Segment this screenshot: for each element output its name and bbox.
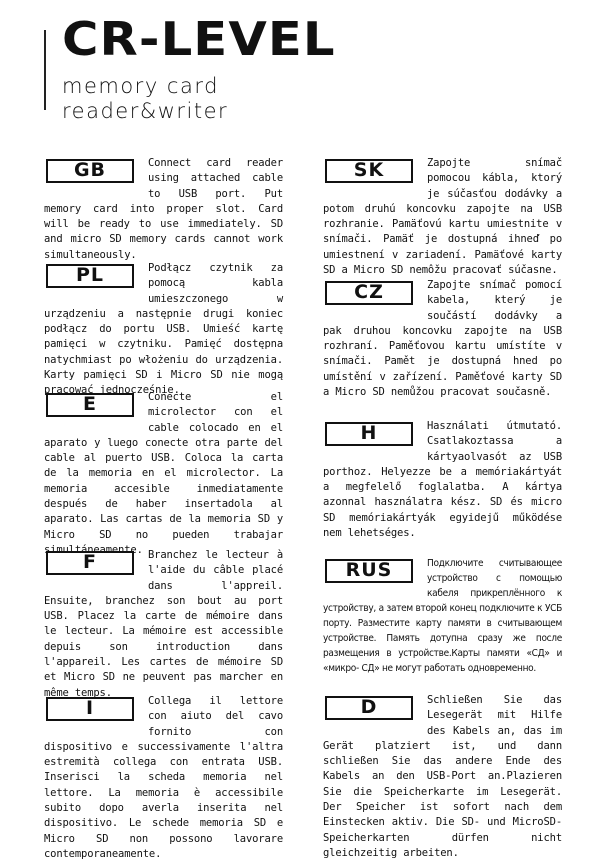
instructions-h: Használati útmutató. Csatlakoztassa a kártyaolvasót az USB porthoz. Helyezze be a memóriakártyát a megfelelő foglalatba. A kártya azonnal használatra kész. SD és micro SD memóriakártyák egyidejű működése nem lehetséges. bbox=[323, 420, 562, 540]
header-vertical-rule bbox=[44, 30, 46, 110]
instructions-sk: Zapojte snímač pomocou kábla, ktorý je súčasťou dodávky a potom druhú koncovku zapojte na USB rozhranie. Pamäťovú kartu umiestnite v snímači. Pamäť je dostupná ihneď po umiestnení v zariadení. Pamäťové karty SD a Micro SD nemôžu pracovať súčasne. bbox=[323, 157, 562, 277]
section-gb bbox=[44, 156, 283, 263]
language-badge-pl: PL bbox=[46, 264, 134, 288]
language-badge-e: E bbox=[46, 393, 134, 417]
instructions-cz: Zapojte snímač pomocí kabela, který je součástí dodávky a pak druhou koncovku zapojte na USB rozhraní. Paměťovou kartu umístíte v snímači. Pamět je dostupná hned po umístění v zařízení. Paměťové karty SD a Micro SD nemůžou pracovat současně. bbox=[323, 279, 562, 399]
language-badge-cz: CZ bbox=[325, 281, 413, 305]
product-subtitle-line1: memory card bbox=[62, 74, 219, 98]
section-sk bbox=[323, 156, 562, 278]
section-d bbox=[323, 693, 562, 861]
section-f bbox=[44, 548, 283, 701]
section-rus bbox=[323, 556, 562, 676]
section-pl bbox=[44, 261, 283, 399]
language-badge-rus: RUS bbox=[325, 559, 413, 583]
section-h bbox=[323, 419, 562, 541]
language-badge-f: F bbox=[46, 551, 134, 575]
section-e bbox=[44, 390, 283, 558]
instructions-rus: Подключите считывающее устройство с помощью кабеля прикреплённого к устройству, а затем второй конец подключите к УСБ порту. Разместите карту памяти в считывающем устройстве. Память дотупна сразу же после размещения в устройстве.Карты памяти «СД» и «микро- СД» не могут работать одновременно. bbox=[323, 558, 562, 674]
instructions-gb: Connect card reader using attached cable to USB port. Put memory card into proper slot. Card will be ready to use immediately. SD and micro SD memory cards cannot work simultaneously. bbox=[44, 157, 283, 261]
product-subtitle-line2: reader&writer bbox=[62, 99, 229, 123]
instructions-f: Branchez le lecteur à l'aide du câble placé dans l'appreil. Ensuite, branchez son bout au port USB. Placez la carte de mémoire dans le lecteur. La mémoire est accessible depuis son introduction dans l'appareil. Les cartes de mémoire SD et Micro SD ne peuvent pas marcher en même temps. bbox=[44, 549, 283, 699]
section-cz bbox=[323, 278, 562, 400]
language-badge-gb: GB bbox=[46, 159, 134, 183]
instructions-e: Conecte el microlector con el cable colocado en el aparato y luego conecte otra parte del cable al puerto USB. Coloca la carta de la memoria en el microlector. La memoria accesible inmediatamente después de haber insertadola al aparato. Las cartas de la memoria SD y Micro SD no pueden trabajar simultáneamente. bbox=[44, 391, 283, 556]
instructions-pl: Podłącz czytnik za pomocą kabla umieszczonego w urządzeniu a następnie drugi koniec podłącz do portu USB. Umieść kartę pamięci w czytniku. Pamięć dostępna natychmiast po włożeniu do urządzenia. Karty pamięci SD i Micro SD nie mogą pracować jednocześnie. bbox=[44, 262, 283, 397]
product-title: CR-LEVEL bbox=[62, 12, 336, 66]
instructions-d: Schließen Sie das Lesegerät mit Hilfe des Kabels an, das im Gerät platziert ist, und dann schließen Sie das andere Ende des Kabels an den USB-Port an.Plazieren Sie die Speicherkarte im Lesegerät. Der Speicher ist sofort nach dem Einstecken aktiv. Die SD- und MicroSD-Speicherkarten dürfen nicht gleichzeitig arbeiten. bbox=[323, 694, 562, 859]
instructions-i: Collega il lettore con aiuto del cavo fornito con dispositivo e successivamente l'altra estremità collega con entrata USB. Inserisci la scheda memoria nel lettore. La memoria è accessibile subito dopo averla inserita nel dispositivo. Le schede memoria SD e Micro SD non possono lavorare contemporaneamente. bbox=[44, 695, 283, 860]
language-badge-h: H bbox=[325, 422, 413, 446]
language-badge-sk: SK bbox=[325, 159, 413, 183]
section-i bbox=[44, 694, 283, 862]
language-badge-i: I bbox=[46, 697, 134, 721]
language-badge-d: D bbox=[325, 696, 413, 720]
